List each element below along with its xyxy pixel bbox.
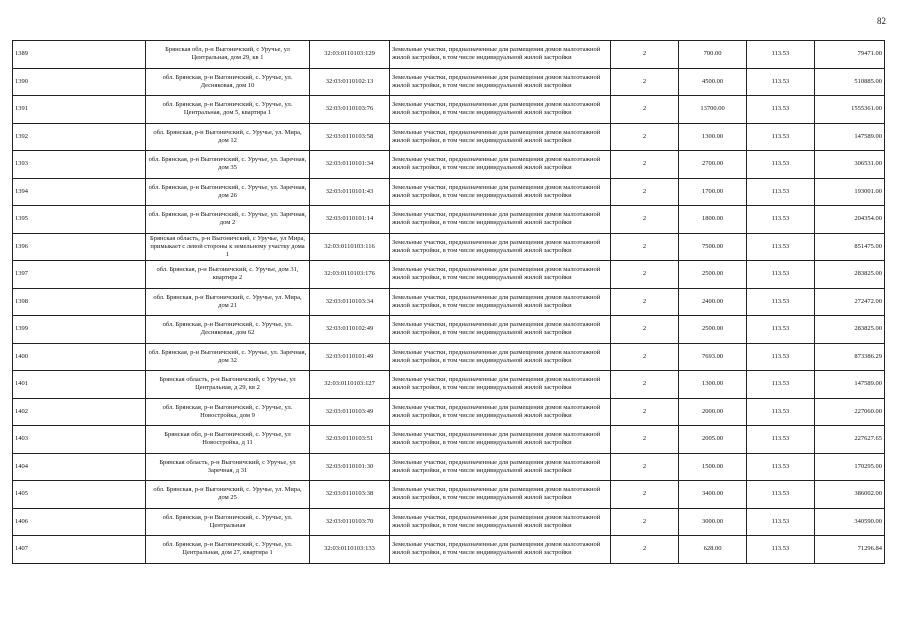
category-code-cell: 2 <box>611 536 679 564</box>
specific-value-cell: 113.53 <box>747 68 815 96</box>
table-row <box>13 453 885 481</box>
specific-value-cell: 113.53 <box>747 426 815 454</box>
land-use-cell: Земельные участки, предназначенные для размещения домов малоэтажной жилой застройки, в том числе индивидуальной жилой застройки <box>390 233 611 261</box>
category-code-cell: 2 <box>611 316 679 344</box>
table-row <box>13 398 885 426</box>
area-cell: 7500.00 <box>679 233 747 261</box>
address-cell: Брянская область, р-н Выгоничский, с Уручье, ул Центральная, д 29, кв 2 <box>146 371 310 399</box>
category-code-cell: 2 <box>611 288 679 316</box>
land-use-cell: Земельные участки, предназначенные для размещения домов малоэтажной жилой застройки, в том числе индивидуальной жилой застройки <box>390 536 611 564</box>
cadastral-value-cell: 851475.00 <box>815 233 885 261</box>
row-number: 1407 <box>13 536 146 564</box>
row-number: 1392 <box>13 123 146 151</box>
land-use-cell: Земельные участки, предназначенные для размещения домов малоэтажной жилой застройки, в том числе индивидуальной жилой застройки <box>390 178 611 206</box>
address-cell: обл. Брянская, р-н Выгоничский, с. Уручье, ул. Новостройка, дом 9 <box>146 398 310 426</box>
address-cell: обл. Брянская, р-н Выгоничский, с. Уручье, ул. Мира, дом 12 <box>146 123 310 151</box>
cadastral-number-cell: 32:03:0110103:70 <box>310 508 390 536</box>
cadastral-number-cell: 32:03:0110103:129 <box>310 41 390 69</box>
table-row <box>13 426 885 454</box>
category-code-cell: 2 <box>611 96 679 124</box>
address-cell: обл. Брянская, р-н Выгоничский, с. Уручье, ул. Десняковая, дом 10 <box>146 68 310 96</box>
land-use-cell: Земельные участки, предназначенные для размещения домов малоэтажной жилой застройки, в том числе индивидуальной жилой застройки <box>390 398 611 426</box>
area-cell: 7693.00 <box>679 343 747 371</box>
row-number: 1400 <box>13 343 146 371</box>
cadastral-number-cell: 32:03:0110101:34 <box>310 151 390 179</box>
address-cell: обл. Брянская, р-н Выгоничский, с. Уручье, ул. Заречная, дом 32 <box>146 343 310 371</box>
specific-value-cell: 113.53 <box>747 96 815 124</box>
category-code-cell: 2 <box>611 453 679 481</box>
cadastral-number-cell: 32:03:0110103:34 <box>310 288 390 316</box>
cadastral-number-cell: 32:03:0110102:49 <box>310 316 390 344</box>
row-number: 1405 <box>13 481 146 509</box>
row-number: 1391 <box>13 96 146 124</box>
table-row <box>13 371 885 399</box>
category-code-cell: 2 <box>611 261 679 289</box>
page-number: 82 <box>877 16 886 26</box>
cadastral-number-cell: 32:03:0110101:49 <box>310 343 390 371</box>
cadastral-value-cell: 283825.00 <box>815 261 885 289</box>
cadastral-number-cell: 32:03:0110101:30 <box>310 453 390 481</box>
address-cell: обл. Брянская, р-н Выгоничский, с. Уручье, ул. Десняковая, дом 62 <box>146 316 310 344</box>
cadastral-number-cell: 32:03:0110103:38 <box>310 481 390 509</box>
address-cell: обл. Брянская, р-н Выгоничский, с. Уручье, ул. Заречная, дом 2 <box>146 206 310 234</box>
cadastral-number-cell: 32:03:0110101:43 <box>310 178 390 206</box>
land-use-cell: Земельные участки, предназначенные для размещения домов малоэтажной жилой застройки, в том числе индивидуальной жилой застройки <box>390 261 611 289</box>
row-number: 1399 <box>13 316 146 344</box>
land-use-cell: Земельные участки, предназначенные для размещения домов малоэтажной жилой застройки, в том числе индивидуальной жилой застройки <box>390 123 611 151</box>
table-row <box>13 343 885 371</box>
area-cell: 13700.00 <box>679 96 747 124</box>
specific-value-cell: 113.53 <box>747 123 815 151</box>
area-cell: 1500.00 <box>679 453 747 481</box>
specific-value-cell: 113.53 <box>747 261 815 289</box>
address-cell: Брянская обл, р-н Выгоничский, с. Уручье, ул Новостройка, д 11 <box>146 426 310 454</box>
specific-value-cell: 113.53 <box>747 536 815 564</box>
area-cell: 700.00 <box>679 41 747 69</box>
table-row <box>13 508 885 536</box>
land-use-cell: Земельные участки, предназначенные для размещения домов малоэтажной жилой застройки, в том числе индивидуальной жилой застройки <box>390 41 611 69</box>
cadastral-value-cell: 227060.00 <box>815 398 885 426</box>
land-use-cell: Земельные участки, предназначенные для размещения домов малоэтажной жилой застройки, в том числе индивидуальной жилой застройки <box>390 371 611 399</box>
area-cell: 628.00 <box>679 536 747 564</box>
cadastral-value-cell: 340590.00 <box>815 508 885 536</box>
specific-value-cell: 113.53 <box>747 398 815 426</box>
land-use-cell: Земельные участки, предназначенные для размещения домов малоэтажной жилой застройки, в том числе индивидуальной жилой застройки <box>390 206 611 234</box>
area-cell: 3000.00 <box>679 508 747 536</box>
address-cell: Брянская обл, р-н Выгоничский, с Уручье, ул Центральная, дом 29, кв 1 <box>146 41 310 69</box>
category-code-cell: 2 <box>611 123 679 151</box>
category-code-cell: 2 <box>611 371 679 399</box>
cadastral-value-cell: 193001.00 <box>815 178 885 206</box>
specific-value-cell: 113.53 <box>747 453 815 481</box>
cadastral-number-cell: 32:03:0110103:76 <box>310 96 390 124</box>
address-cell: обл. Брянская, р-н Выгоничский, с. Уручье, ул. Заречная, дом 35 <box>146 151 310 179</box>
cadastral-value-cell: 386002.00 <box>815 481 885 509</box>
row-number: 1402 <box>13 398 146 426</box>
area-cell: 2000.00 <box>679 398 747 426</box>
address-cell: Брянская область, р-н Выгоничский, с Уручье, ул Мира, примыкает с левой стороны к земельному участку дома 1 <box>146 233 310 261</box>
cadastral-number-cell: 32:03:0110103:127 <box>310 371 390 399</box>
area-cell: 1300.00 <box>679 371 747 399</box>
cadastral-value-cell: 227627.65 <box>815 426 885 454</box>
table-row <box>13 178 885 206</box>
cadastral-value-cell: 873386.29 <box>815 343 885 371</box>
land-parcels-table <box>12 40 885 564</box>
row-number: 1394 <box>13 178 146 206</box>
cadastral-value-cell: 510885.00 <box>815 68 885 96</box>
row-number: 1396 <box>13 233 146 261</box>
cadastral-value-cell: 204354.00 <box>815 206 885 234</box>
table-row <box>13 288 885 316</box>
area-cell: 2400.00 <box>679 288 747 316</box>
table-row <box>13 536 885 564</box>
land-use-cell: Земельные участки, предназначенные для размещения домов малоэтажной жилой застройки, в том числе индивидуальной жилой застройки <box>390 453 611 481</box>
land-use-cell: Земельные участки, предназначенные для размещения домов малоэтажной жилой застройки, в том числе индивидуальной жилой застройки <box>390 508 611 536</box>
row-number: 1393 <box>13 151 146 179</box>
area-cell: 2700.00 <box>679 151 747 179</box>
table-row <box>13 481 885 509</box>
category-code-cell: 2 <box>611 233 679 261</box>
cadastral-value-cell: 1555361.00 <box>815 96 885 124</box>
row-number: 1404 <box>13 453 146 481</box>
table-row <box>13 123 885 151</box>
table-row <box>13 233 885 261</box>
table-row <box>13 96 885 124</box>
address-cell: обл. Брянская, р-н Выгоничский, с. Уручье, ул. Центральная, дом 27, квартира 1 <box>146 536 310 564</box>
cadastral-number-cell: 32:03:0110103:176 <box>310 261 390 289</box>
category-code-cell: 2 <box>611 481 679 509</box>
category-code-cell: 2 <box>611 151 679 179</box>
row-number: 1401 <box>13 371 146 399</box>
cadastral-number-cell: 32:03:0110103:49 <box>310 398 390 426</box>
cadastral-value-cell: 147589.00 <box>815 123 885 151</box>
specific-value-cell: 113.53 <box>747 151 815 179</box>
specific-value-cell: 113.53 <box>747 481 815 509</box>
area-cell: 1800.00 <box>679 206 747 234</box>
cadastral-value-cell: 170295.00 <box>815 453 885 481</box>
table-row <box>13 41 885 69</box>
row-number: 1390 <box>13 68 146 96</box>
cadastral-value-cell: 306531.00 <box>815 151 885 179</box>
table-row <box>13 316 885 344</box>
table-row <box>13 68 885 96</box>
category-code-cell: 2 <box>611 343 679 371</box>
area-cell: 1300.00 <box>679 123 747 151</box>
area-cell: 2500.00 <box>679 316 747 344</box>
address-cell: обл. Брянская, р-н Выгоничский, с. Уручье, дом 31, квартира 2 <box>146 261 310 289</box>
category-code-cell: 2 <box>611 206 679 234</box>
table-row <box>13 261 885 289</box>
cadastral-value-cell: 71296.84 <box>815 536 885 564</box>
category-code-cell: 2 <box>611 426 679 454</box>
area-cell: 3400.00 <box>679 481 747 509</box>
address-cell: обл. Брянская, р-н Выгоничский, с. Уручье, ул. Заречная, дом 26 <box>146 178 310 206</box>
row-number: 1397 <box>13 261 146 289</box>
specific-value-cell: 113.53 <box>747 316 815 344</box>
specific-value-cell: 113.53 <box>747 41 815 69</box>
cadastral-number-cell: 32:03:0110103:116 <box>310 233 390 261</box>
cadastral-number-cell: 32:03:0110101:14 <box>310 206 390 234</box>
specific-value-cell: 113.53 <box>747 371 815 399</box>
address-cell: обл. Брянская, р-н Выгоничский, с. Уручье, ул. Центральная, дом 5, квартира 1 <box>146 96 310 124</box>
area-cell: 4500.00 <box>679 68 747 96</box>
land-use-cell: Земельные участки, предназначенные для размещения домов малоэтажной жилой застройки, в том числе индивидуальной жилой застройки <box>390 316 611 344</box>
land-use-cell: Земельные участки, предназначенные для размещения домов малоэтажной жилой застройки, в том числе индивидуальной жилой застройки <box>390 96 611 124</box>
area-cell: 2500.00 <box>679 261 747 289</box>
cadastral-value-cell: 272472.00 <box>815 288 885 316</box>
land-use-cell: Земельные участки, предназначенные для размещения домов малоэтажной жилой застройки, в том числе индивидуальной жилой застройки <box>390 426 611 454</box>
land-use-cell: Земельные участки, предназначенные для размещения домов малоэтажной жилой застройки, в том числе индивидуальной жилой застройки <box>390 343 611 371</box>
table-row <box>13 151 885 179</box>
category-code-cell: 2 <box>611 178 679 206</box>
area-cell: 2005.00 <box>679 426 747 454</box>
row-number: 1406 <box>13 508 146 536</box>
category-code-cell: 2 <box>611 68 679 96</box>
cadastral-value-cell: 283825.00 <box>815 316 885 344</box>
address-cell: обл. Брянская, р-н Выгоничский, с. Уручье, ул. Мира, дом 25 <box>146 481 310 509</box>
row-number: 1389 <box>13 41 146 69</box>
land-use-cell: Земельные участки, предназначенные для размещения домов малоэтажной жилой застройки, в том числе индивидуальной жилой застройки <box>390 68 611 96</box>
cadastral-number-cell: 32:03:0110102:13 <box>310 68 390 96</box>
specific-value-cell: 113.53 <box>747 233 815 261</box>
category-code-cell: 2 <box>611 398 679 426</box>
land-use-cell: Земельные участки, предназначенные для размещения домов малоэтажной жилой застройки, в том числе индивидуальной жилой застройки <box>390 288 611 316</box>
table-body <box>13 41 885 564</box>
cadastral-value-cell: 79471.00 <box>815 41 885 69</box>
address-cell: обл. Брянская, р-н Выгоничский, с. Уручье, ул. Мира, дом 21 <box>146 288 310 316</box>
cadastral-value-cell: 147589.00 <box>815 371 885 399</box>
specific-value-cell: 113.53 <box>747 178 815 206</box>
land-use-cell: Земельные участки, предназначенные для размещения домов малоэтажной жилой застройки, в том числе индивидуальной жилой застройки <box>390 151 611 179</box>
address-cell: Брянская область, р-н Выгоничский, с Уручье, ул Заречная, д 31 <box>146 453 310 481</box>
table-row <box>13 206 885 234</box>
category-code-cell: 2 <box>611 508 679 536</box>
area-cell: 1700.00 <box>679 178 747 206</box>
cadastral-number-cell: 32:03:0110103:51 <box>310 426 390 454</box>
cadastral-number-cell: 32:03:0110103:133 <box>310 536 390 564</box>
specific-value-cell: 113.53 <box>747 508 815 536</box>
row-number: 1403 <box>13 426 146 454</box>
specific-value-cell: 113.53 <box>747 288 815 316</box>
row-number: 1395 <box>13 206 146 234</box>
row-number: 1398 <box>13 288 146 316</box>
specific-value-cell: 113.53 <box>747 343 815 371</box>
cadastral-number-cell: 32:03:0110103:58 <box>310 123 390 151</box>
land-use-cell: Земельные участки, предназначенные для размещения домов малоэтажной жилой застройки, в том числе индивидуальной жилой застройки <box>390 481 611 509</box>
category-code-cell: 2 <box>611 41 679 69</box>
address-cell: обл. Брянская, р-н Выгоничский, с. Уручье, ул. Центральная <box>146 508 310 536</box>
specific-value-cell: 113.53 <box>747 206 815 234</box>
